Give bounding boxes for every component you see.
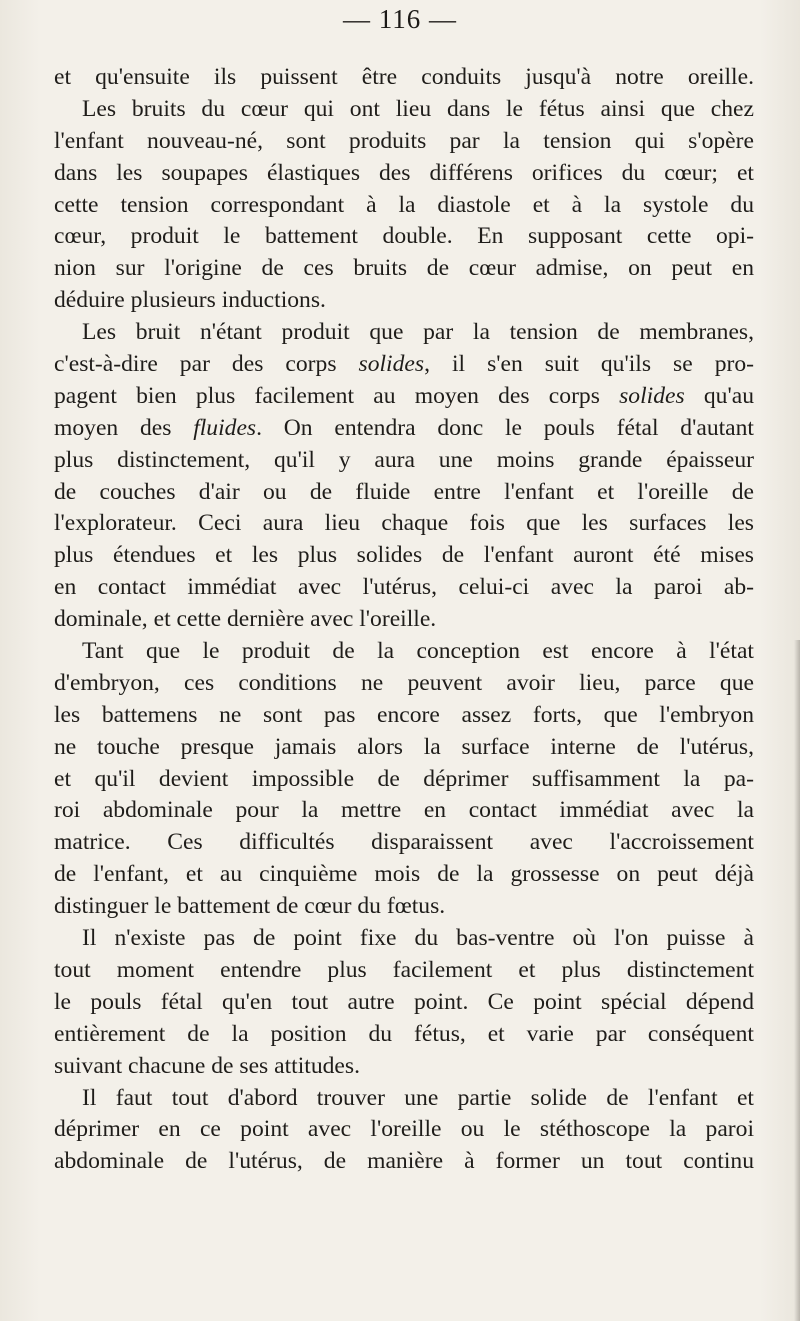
text-line: dominale, et cette dernière avec l'oreille. bbox=[54, 606, 437, 633]
text-line: et qu'ensuite ils puissent être conduits jusqu'à notre oreille. bbox=[54, 64, 754, 90]
text-line: l'enfant nouveau-né, sont produits par la tension qui s'opère bbox=[54, 127, 754, 154]
text-line: déprimer en ce point avec l'oreille ou le stéthoscope la paroi bbox=[54, 1116, 754, 1143]
text-line: plus distinctement, qu'il y aura une moins grande épaisseur bbox=[54, 446, 754, 473]
text-line: Tant que le produit de la conception est encore à l'état bbox=[82, 638, 754, 665]
italic-word: fluides bbox=[193, 414, 257, 441]
text-segment: moyen des bbox=[54, 414, 194, 441]
text-line: nion sur l'origine de ces bruits de cœur admise, on peut en bbox=[54, 255, 754, 282]
text-line: matrice. Ces difficultés disparaissent avec l'accroissement bbox=[54, 829, 754, 856]
italic-word: solides bbox=[619, 382, 685, 409]
text-line: Il n'existe pas de point fixe du bas-ventre où l'on puisse à bbox=[82, 925, 754, 952]
text-line bbox=[54, 413, 754, 445]
text-line: suivant chacune de ses attitudes. bbox=[54, 1052, 360, 1079]
text-line: les battemens ne sont pas encore assez forts, que l'embryon bbox=[54, 701, 754, 728]
text-segment: c'est-à-dire par des corps bbox=[54, 351, 359, 378]
text-line: Les bruits du cœur qui ont lieu dans le fétus ainsi que chez bbox=[82, 95, 754, 122]
text-line: plus étendues et les plus solides de l'enfant auront été mises bbox=[54, 542, 754, 569]
text-segment: qu'au bbox=[684, 382, 754, 409]
text-line: cœur, produit le battement double. En supposant cette opi- bbox=[54, 223, 754, 250]
text-line: tout moment entendre plus facilement et plus distinctement bbox=[54, 956, 754, 983]
text-line: l'explorateur. Ceci aura lieu chaque fois que les surfaces les bbox=[54, 510, 754, 537]
text-line: Il faut tout d'abord trouver une partie solide de l'enfant et bbox=[82, 1084, 754, 1111]
page-number: — 116 — bbox=[343, 4, 457, 34]
text-segment: . On entendra donc le pouls fétal d'autant bbox=[256, 414, 754, 441]
text-segment: , il s'en suit qu'ils se pro- bbox=[424, 351, 754, 378]
text-line: entièrement de la position du fétus, et varie par conséquent bbox=[54, 1020, 754, 1047]
text-line: Les bruit n'étant produit que par la tension de membranes, bbox=[82, 319, 754, 346]
text-line bbox=[54, 381, 754, 413]
page-edge-shadow bbox=[794, 640, 800, 1321]
text-line: d'embryon, ces conditions ne peuvent avoir lieu, parce que bbox=[54, 669, 754, 696]
text-line: roi abdominale pour la mettre en contact immédiat avec la bbox=[54, 797, 754, 824]
text-line: de couches d'air ou de fluide entre l'enfant et l'oreille de bbox=[54, 478, 754, 505]
text-segment: pagent bien plus facilement au moyen des corps bbox=[54, 382, 620, 409]
text-line: dans les soupapes élastiques des différens orifices du cœur; et bbox=[54, 159, 754, 186]
text-line: le pouls fétal qu'en tout autre point. Ce point spécial dépend bbox=[54, 988, 754, 1015]
text-line: abdominale de l'utérus, de manière à former un tout continu bbox=[54, 1148, 754, 1175]
text-line: et qu'il devient impossible de déprimer suffisamment la pa- bbox=[54, 765, 754, 792]
text-line: en contact immédiat avec l'utérus, celui-ci avec la paroi ab- bbox=[54, 574, 754, 601]
italic-word: solides bbox=[358, 351, 425, 378]
text-line: ne touche presque jamais alors la surface interne de l'utérus, bbox=[54, 733, 754, 760]
body-text bbox=[54, 62, 754, 1178]
text-line: distinguer le battement de cœur du fœtus. bbox=[54, 893, 446, 920]
text-line: de l'enfant, et au cinquième mois de la grossesse on peut déjà bbox=[54, 861, 754, 888]
text-line bbox=[54, 349, 754, 381]
text-line: cette tension correspondant à la diastole et à la systole du bbox=[54, 191, 754, 218]
text-line: déduire plusieurs inductions. bbox=[54, 287, 326, 314]
